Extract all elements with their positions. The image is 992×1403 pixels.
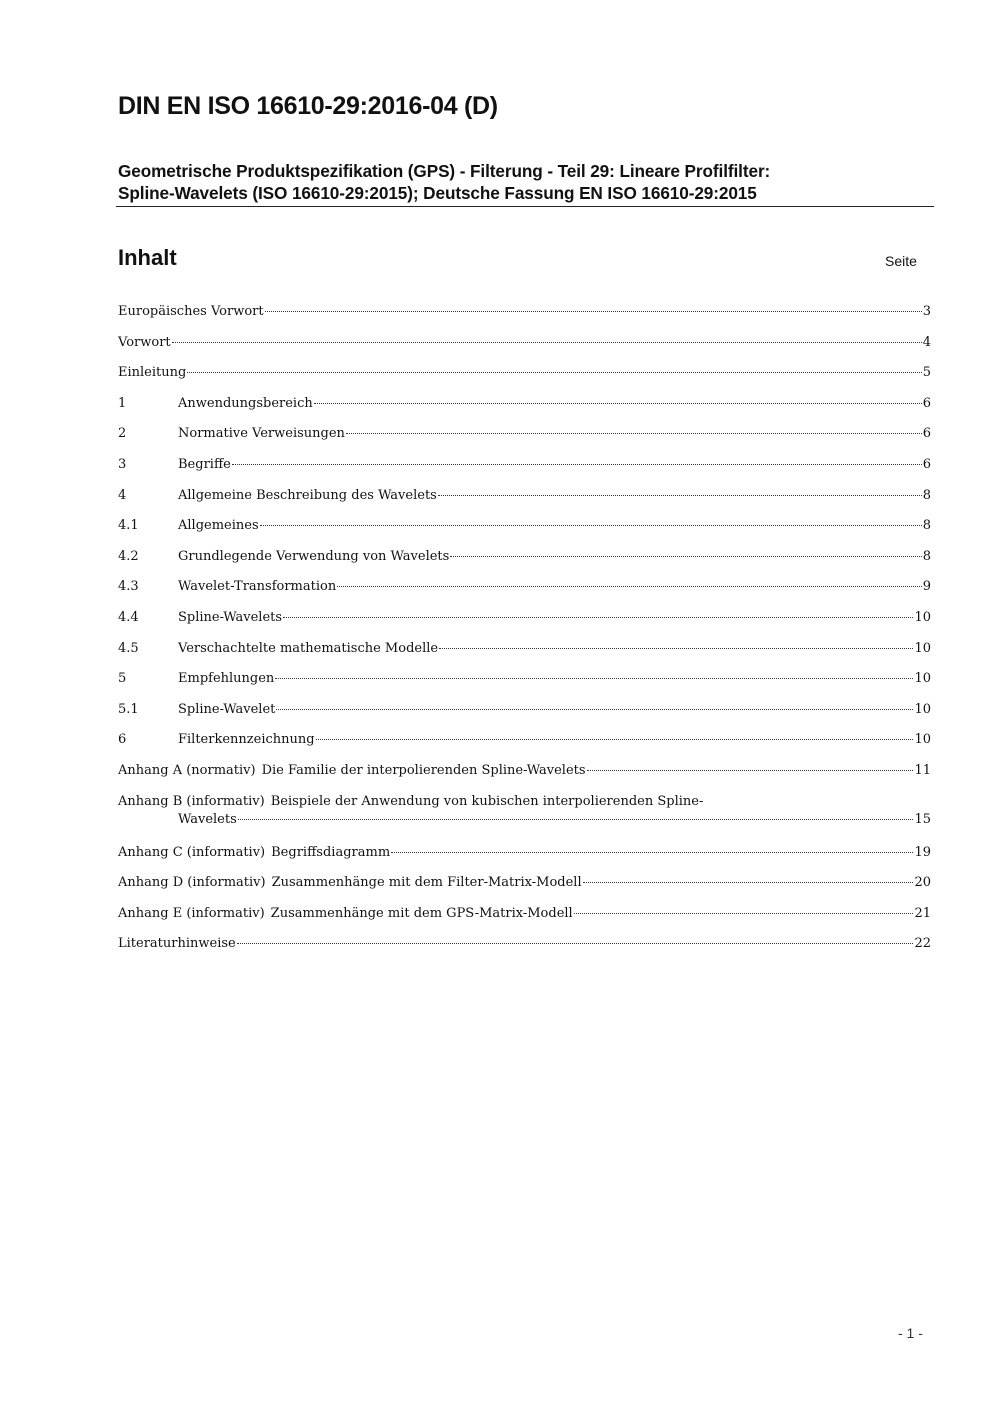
toc-entry[interactable] <box>118 759 931 790</box>
toc-leader-dots <box>275 678 913 679</box>
document-subtitle <box>118 160 938 204</box>
toc-entry-number: 4 <box>118 487 127 503</box>
toc-entry-line-1 <box>118 794 931 809</box>
toc-entry-title: Anwendungsbereich <box>178 395 313 411</box>
toc-entry-page: 10 <box>914 609 931 625</box>
toc-entry-title: Zusammenhänge mit dem Filter-Matrix-Modell <box>271 875 582 891</box>
toc-entry[interactable] <box>118 871 931 902</box>
toc-entry[interactable] <box>118 392 931 423</box>
toc-leader-dots <box>260 525 922 526</box>
toc-entry-number: 4.2 <box>118 548 139 564</box>
toc-leader-dots <box>587 770 914 771</box>
toc-entry[interactable] <box>118 545 931 576</box>
toc-leader-dots <box>346 433 922 434</box>
toc-entry-title: Wavelet-Transformation <box>178 579 337 595</box>
toc-entry-title: Einleitung <box>118 365 187 381</box>
toc-entry-page: 6 <box>922 456 931 472</box>
toc-entry-number: 4.4 <box>118 609 139 625</box>
toc-entry-page: 8 <box>922 487 931 503</box>
footer-page-number: - 1 - <box>898 1325 923 1341</box>
toc-leader-dots <box>283 617 913 618</box>
toc-leader-dots <box>238 819 914 820</box>
toc-entry-annex-label: Anhang A (normativ) <box>118 762 256 778</box>
toc-entry-title: Spline-Wavelets <box>178 609 283 625</box>
toc-leader-dots <box>316 739 914 740</box>
toc-entry[interactable] <box>118 575 931 606</box>
toc-entry-title: Grundlegende Verwendung von Wavelets <box>178 548 450 564</box>
toc-entry[interactable] <box>118 514 931 545</box>
toc-entry-page: 10 <box>914 732 931 748</box>
toc-entry[interactable] <box>118 637 931 668</box>
toc-entry-annex-label: Anhang B (informativ) <box>118 793 265 809</box>
toc-entry-number: 4.1 <box>118 518 139 534</box>
toc-entry[interactable] <box>118 932 931 963</box>
toc-entry[interactable] <box>118 902 931 933</box>
toc-entry[interactable] <box>118 728 931 759</box>
toc-entry-title: Die Familie der interpolierenden Spline-Wavelets <box>261 762 586 778</box>
toc-entry[interactable] <box>118 361 931 392</box>
toc-entry[interactable] <box>118 331 931 362</box>
toc-leader-dots <box>439 648 913 649</box>
toc-entry-annex-label: Anhang E (informativ) <box>118 905 265 921</box>
toc-entry-annex-label: Anhang C (informativ) <box>118 844 266 860</box>
toc-entry-title: Verschachtelte mathematische Modelle <box>178 640 439 656</box>
page-column-heading: Seite <box>885 253 917 269</box>
toc-leader-dots <box>237 943 914 944</box>
title-divider <box>116 206 934 207</box>
toc-entry[interactable] <box>118 841 931 872</box>
toc-entry[interactable] <box>118 422 931 453</box>
toc-entry[interactable] <box>118 698 931 729</box>
toc-entry-line-2 <box>118 812 931 827</box>
toc-entry-title: Begriffe <box>178 456 231 472</box>
toc-entry-page: 22 <box>914 936 931 952</box>
toc-leader-dots <box>574 913 914 914</box>
toc-entry-page: 3 <box>922 304 931 319</box>
toc-entry-page: 9 <box>922 579 931 595</box>
toc-entry[interactable] <box>118 300 931 331</box>
toc-entry-number: 4.3 <box>118 579 139 595</box>
toc-entry-number: 5.1 <box>118 701 139 717</box>
toc-leader-dots <box>438 495 922 496</box>
toc-entry-page: 6 <box>922 395 931 411</box>
toc-entry-title: Filterkennzeichnung <box>178 732 315 748</box>
toc-leader-dots <box>172 342 922 343</box>
toc-entry-page: 4 <box>922 334 931 350</box>
toc-entry-page: 10 <box>914 701 931 717</box>
toc-entry-number: 6 <box>118 732 127 748</box>
toc-entry[interactable] <box>118 606 931 637</box>
toc-entry-number: 2 <box>118 426 127 442</box>
subtitle-line-1: Geometrische Produktspezifikation (GPS) - Filterung - Teil 29: Lineare Profilfilter: <box>118 161 771 181</box>
toc-entry[interactable] <box>118 667 931 698</box>
toc-leader-dots <box>276 709 913 710</box>
toc-entry-page: 10 <box>914 640 931 656</box>
toc-leader-dots <box>450 556 921 557</box>
toc-leader-dots <box>314 403 922 404</box>
toc-entry-page: 20 <box>914 875 931 891</box>
toc-entry-title: Beispiele der Anwendung von kubischen interpolierenden Spline- <box>270 793 704 809</box>
toc-entry-title: Zusammenhänge mit dem GPS-Matrix-Modell <box>270 905 573 921</box>
toc-entry-title: Allgemeines <box>178 518 259 534</box>
toc-entry[interactable] <box>118 453 931 484</box>
toc-entry-title-continued: Wavelets <box>178 811 237 827</box>
toc-leader-dots <box>391 852 913 853</box>
toc-entry-title: Empfehlungen <box>178 671 275 687</box>
subtitle-line-2: Spline-Wavelets (ISO 16610-29:2015); Deutsche Fassung EN ISO 16610-29:2015 <box>118 183 757 203</box>
toc-leader-dots <box>265 311 922 312</box>
toc-entry[interactable] <box>118 484 931 515</box>
toc-entry-title: Europäisches Vorwort <box>118 304 264 319</box>
toc-entry-page: 19 <box>914 844 931 860</box>
toc-entry-title: Begriffsdiagramm <box>271 844 391 860</box>
toc-entry-title: Literaturhinweise <box>118 936 236 952</box>
toc-leader-dots <box>232 464 922 465</box>
toc-entry-page: 8 <box>922 548 931 564</box>
toc-entry-page: 6 <box>922 426 931 442</box>
toc-leader-dots <box>583 882 914 883</box>
toc-entry-page: 15 <box>914 811 931 827</box>
toc-entry-number: 1 <box>118 395 127 411</box>
toc-entry-number: 4.5 <box>118 640 139 656</box>
contents-heading: Inhalt <box>118 245 177 270</box>
toc-entry-title: Vorwort <box>118 334 171 350</box>
toc-entry[interactable] <box>118 790 931 841</box>
toc-leader-dots <box>337 586 922 587</box>
table-of-contents <box>118 300 931 963</box>
toc-entry-page: 21 <box>914 905 931 921</box>
toc-entry-title: Normative Verweisungen <box>178 426 345 442</box>
toc-leader-dots <box>187 372 921 373</box>
toc-entry-title: Spline-Wavelet <box>178 701 276 717</box>
document-title: DIN EN ISO 16610-29:2016-04 (D) <box>118 92 498 120</box>
toc-entry-annex-label: Anhang D (informativ) <box>118 875 266 891</box>
toc-entry-page: 10 <box>914 671 931 687</box>
toc-entry-number: 5 <box>118 671 127 687</box>
toc-entry-title: Allgemeine Beschreibung des Wavelets <box>178 487 437 503</box>
toc-entry-page: 11 <box>914 762 931 778</box>
toc-entry-page: 8 <box>922 518 931 534</box>
toc-entry-page: 5 <box>922 365 931 381</box>
toc-entry-number: 3 <box>118 456 127 472</box>
